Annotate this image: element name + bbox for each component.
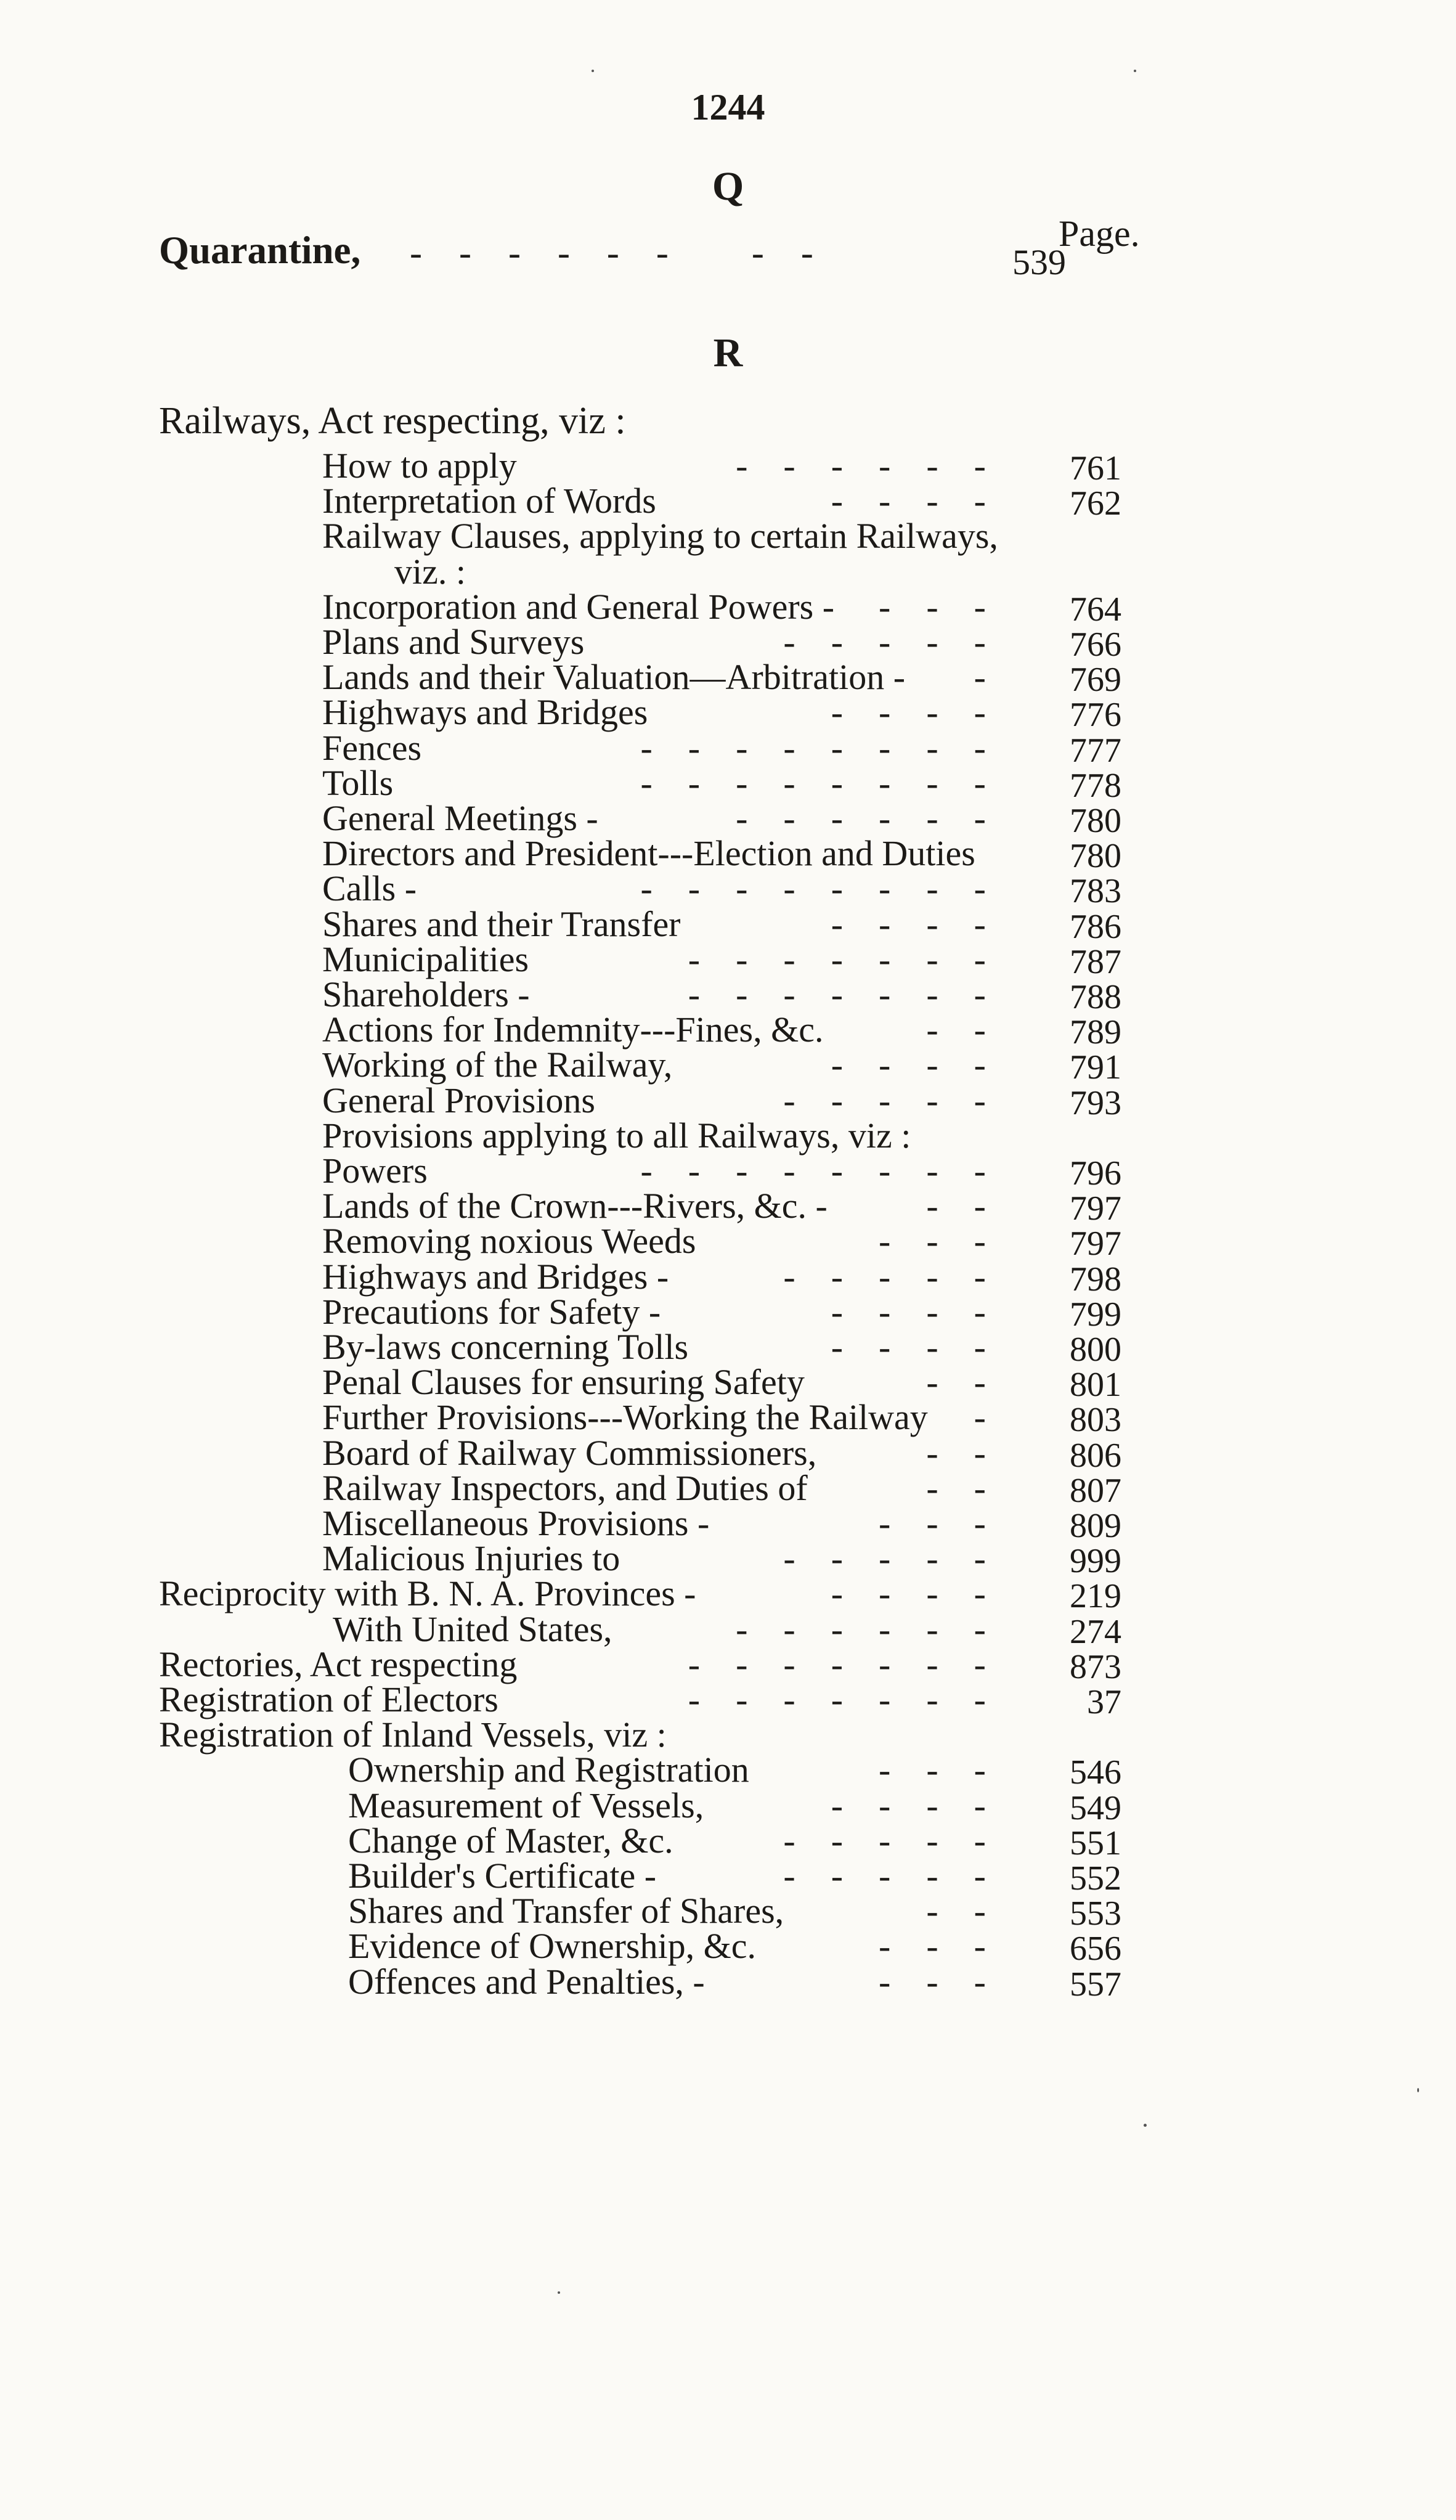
entry-page-number: 787 <box>1070 942 1121 981</box>
entry-leader-dashes: - - <box>926 1186 986 1226</box>
index-entry <box>0 868 1456 911</box>
index-entry <box>0 833 1456 876</box>
entry-page-number: 783 <box>1070 872 1121 911</box>
entry-leader-dashes: - - - - - - - <box>688 939 986 979</box>
index-entry <box>0 1573 1456 1616</box>
index-entry <box>0 1397 1456 1440</box>
entry-page-number: 778 <box>1070 766 1121 805</box>
entry-leader-dashes: - - - - - <box>783 1080 986 1120</box>
entry-leader-dashes: - - - - <box>831 481 986 521</box>
entry-label: Rectories, Act respecting <box>159 1644 518 1684</box>
index-entry <box>0 1326 1456 1369</box>
quarantine-label: Quarantine, <box>159 229 361 272</box>
entry-leader-dashes: - - <box>926 1009 986 1050</box>
index-entry <box>0 1150 1456 1193</box>
entry-page-number: 793 <box>1070 1083 1121 1122</box>
entry-leader-dashes: - - - - - - - <box>688 1679 986 1719</box>
entry-leader-dashes: - - - <box>879 1750 986 1790</box>
entry-label: Registration of Inland Vessels, viz : <box>159 1715 667 1755</box>
entry-label: Offences and Penalties, - <box>348 1961 705 2002</box>
entry-label: Measurement of Vessels, <box>348 1785 704 1825</box>
index-entry <box>0 480 1456 523</box>
index-entry <box>0 1503 1456 1545</box>
entry-leader-dashes: - - - <box>879 586 986 627</box>
index-entry <box>0 1714 1456 1755</box>
index-entry <box>0 1820 1456 1862</box>
index-entry <box>0 1432 1456 1475</box>
index-entry <box>0 445 1456 487</box>
index-entry <box>0 1185 1456 1228</box>
entry-label: How to apply <box>322 446 517 486</box>
entry-label: Highways and Bridges <box>322 692 648 733</box>
index-entry <box>0 727 1456 770</box>
section-letter-q: Q <box>712 164 744 209</box>
index-entry <box>0 974 1456 1016</box>
entry-leader-dashes: - - - - <box>831 903 986 944</box>
entry-label: Working of the Railway, <box>322 1045 673 1085</box>
entry-page-number: 788 <box>1070 978 1121 1016</box>
index-entry <box>0 691 1456 735</box>
entry-label: Further Provisions---Working the Railway <box>322 1397 928 1438</box>
entry-page-number: 873 <box>1070 1647 1121 1686</box>
index-entry <box>0 1961 1456 2004</box>
entry-label: Shares and their Transfer <box>322 903 681 944</box>
entry-label: Incorporation and General Powers - <box>322 586 835 627</box>
index-entry <box>0 1044 1456 1087</box>
paper-speck <box>1417 2088 1419 2092</box>
entry-page-number: 764 <box>1070 590 1121 629</box>
entry-leader-dashes: - - - - - <box>783 1820 986 1861</box>
entry-leader-dashes: - - - - <box>831 692 986 733</box>
entry-leader-dashes: - - - - - - <box>736 798 986 838</box>
index-entry <box>0 1080 1456 1122</box>
entry-leader-dashes: - - - - - - - - <box>640 762 986 803</box>
entry-page-number: 806 <box>1070 1436 1121 1475</box>
index-entry <box>0 1115 1456 1156</box>
entry-page-number: 780 <box>1070 802 1121 840</box>
entry-page-number: 37 <box>1087 1683 1121 1721</box>
entry-leader-dashes: - <box>974 1397 986 1438</box>
index-entry <box>0 1467 1456 1510</box>
index-entry <box>0 656 1456 699</box>
entry-label: Directors and President---Election and Duties <box>322 833 975 874</box>
entry-page-number: 800 <box>1070 1331 1121 1369</box>
paper-speck <box>1134 70 1136 72</box>
entry-label: By-laws concerning Tolls <box>322 1327 689 1367</box>
index-entry <box>0 1890 1456 1933</box>
entry-label: Railway Clauses, applying to certain Railways, <box>322 516 998 557</box>
entry-page-number: 786 <box>1070 907 1121 946</box>
entry-label: Railway Inspectors, and Duties of <box>322 1467 808 1508</box>
railways-heading: Railways, Act respecting, viz : <box>159 400 626 442</box>
entry-label: Change of Master, &c. <box>348 1820 673 1861</box>
index-entry <box>0 1220 1456 1263</box>
entry-leader-dashes: - - - - - <box>783 622 986 662</box>
entry-label: Plans and Surveys <box>322 622 585 662</box>
entry-label: viz. : <box>394 551 466 592</box>
index-entry <box>0 1609 1456 1651</box>
entry-page-number: 796 <box>1070 1154 1121 1193</box>
index-entry <box>0 621 1456 664</box>
index-entry <box>0 939 1456 981</box>
paper-speck <box>558 2291 560 2294</box>
entry-label: Board of Railway Commissioners, <box>322 1432 817 1473</box>
entry-page-number: 777 <box>1070 731 1121 770</box>
index-entry <box>0 1538 1456 1581</box>
entry-page-number: 776 <box>1070 696 1121 735</box>
entry-leader-dashes: - - - - - <box>783 1256 986 1297</box>
entry-page-number: 801 <box>1070 1366 1121 1405</box>
entry-leader-dashes: - - <box>926 1891 986 1931</box>
entry-label: Calls - <box>322 868 417 909</box>
index-entry <box>0 1925 1456 1968</box>
entry-label: Lands of the Crown---Rivers, &c. - <box>322 1186 828 1226</box>
entry-label: Powers <box>322 1151 428 1191</box>
entry-page-number: 798 <box>1070 1260 1121 1299</box>
index-entry <box>0 1361 1456 1405</box>
entry-page-number: 799 <box>1070 1295 1121 1334</box>
entry-label: Builder's Certificate - <box>348 1856 657 1896</box>
paper-speck <box>592 70 594 72</box>
entry-leader-dashes: - - - <box>879 1961 986 2002</box>
index-entry <box>0 762 1456 805</box>
index-entry <box>0 903 1456 946</box>
entry-leader-dashes: - - - - - - - <box>688 1644 986 1684</box>
entry-leader-dashes: - - - - <box>831 1045 986 1085</box>
entry-label: Shareholders - <box>322 974 530 1014</box>
entry-page-number: 803 <box>1070 1401 1121 1440</box>
entry-label: Highways and Bridges - <box>322 1256 669 1297</box>
entry-leader-dashes: - - - - <box>831 1291 986 1332</box>
entry-page-number: 553 <box>1070 1894 1121 1933</box>
entry-leader-dashes: - - - - <box>831 1785 986 1825</box>
page-column-header: Page. <box>1059 213 1140 254</box>
entry-label: Malicious Injuries to <box>322 1538 620 1579</box>
entry-label: Miscellaneous Provisions - <box>322 1503 710 1543</box>
index-entry <box>0 1749 1456 1792</box>
entry-label: Lands and their Valuation—Arbitration - <box>322 657 906 698</box>
entry-page-number: 557 <box>1070 1965 1121 2004</box>
entry-page-number: 791 <box>1070 1048 1121 1087</box>
entry-leader-dashes: - - - - - <box>783 1538 986 1579</box>
index-entry <box>0 1679 1456 1721</box>
entry-label: General Provisions <box>322 1080 595 1120</box>
entry-label: Municipalities <box>322 939 529 979</box>
index-entry <box>0 1785 1456 1827</box>
entry-leader-dashes: - - - - - - <box>736 446 986 486</box>
entry-page-number: 769 <box>1070 661 1121 699</box>
index-entry <box>0 1009 1456 1052</box>
index-entry <box>0 551 1456 592</box>
quarantine-page: 539 <box>1012 242 1066 282</box>
entry-page-number: 789 <box>1070 1013 1121 1052</box>
entry-label: With United States, <box>333 1609 612 1649</box>
entry-label: Interpretation of Words <box>322 481 656 521</box>
entry-leader-dashes: - - - <box>879 1926 986 1967</box>
entry-label: Ownership and Registration <box>348 1750 749 1790</box>
entry-leader-dashes: - - - - - - - - <box>640 727 986 768</box>
entry-page-number: 656 <box>1070 1930 1121 1968</box>
paper-speck <box>1144 2124 1147 2127</box>
entry-page-number: 807 <box>1070 1471 1121 1510</box>
entry-leader-dashes: - - - <box>879 1221 986 1262</box>
entry-page-number: 546 <box>1070 1753 1121 1792</box>
entry-label: Reciprocity with B. N. A. Provinces - <box>159 1573 696 1614</box>
entry-leader-dashes: - - - - - - <box>736 1609 986 1649</box>
entry-page-number: 762 <box>1070 484 1121 523</box>
index-entry <box>0 1256 1456 1299</box>
entry-label: Fences <box>322 727 422 768</box>
entry-leader-dashes: - - <box>926 1362 986 1403</box>
section-letter-r: R <box>713 330 743 375</box>
page-number: 1244 <box>691 87 765 128</box>
entry-label: Provisions applying to all Railways, viz : <box>322 1115 911 1156</box>
entry-page-number: 761 <box>1070 449 1121 487</box>
entry-page-number: 552 <box>1070 1859 1121 1898</box>
entry-page-number: 219 <box>1070 1577 1121 1616</box>
entry-leader-dashes: - - - - - <box>783 1856 986 1896</box>
entry-leader-dashes: - - <box>926 1467 986 1508</box>
entry-page-number: 551 <box>1070 1824 1121 1862</box>
index-entry <box>0 1291 1456 1334</box>
entry-leader-dashes: - - <box>926 1432 986 1473</box>
entry-label: Shares and Transfer of Shares, <box>348 1891 784 1931</box>
entry-leader-dashes: - - - - <box>831 1327 986 1367</box>
entry-leader-dashes: - <box>974 657 986 698</box>
entry-page-number: 809 <box>1070 1507 1121 1545</box>
entry-page-number: 999 <box>1070 1542 1121 1581</box>
entry-label: General Meetings - <box>322 798 598 838</box>
index-entry <box>0 797 1456 840</box>
entry-label: Actions for Indemnity---Fines, &c. <box>322 1009 824 1050</box>
index-entry <box>0 1855 1456 1898</box>
entry-label: Evidence of Ownership, &c. <box>348 1926 756 1967</box>
entry-leader-dashes: - - - <box>879 1503 986 1543</box>
entry-page-number: 780 <box>1070 837 1121 876</box>
entry-label: Tolls <box>322 762 394 803</box>
entry-leader-dashes: - - - - <box>831 1573 986 1614</box>
entry-page-number: 549 <box>1070 1788 1121 1827</box>
entry-label: Removing noxious Weeds <box>322 1221 696 1262</box>
entry-page-number: 766 <box>1070 626 1121 664</box>
entry-leader-dashes: - - - - - - - - <box>640 1151 986 1191</box>
quarantine-leader: - - - - - - - - <box>410 232 813 273</box>
entry-leader-dashes: - - - - - - - - <box>640 868 986 909</box>
entry-leader-dashes: - - - - - - - <box>688 974 986 1014</box>
index-entry <box>0 1644 1456 1686</box>
entry-label: Precautions for Safety - <box>322 1291 661 1332</box>
entry-page-number: 797 <box>1070 1189 1121 1228</box>
index-entry <box>0 515 1456 557</box>
entry-page-number: 797 <box>1070 1225 1121 1263</box>
entry-label: Penal Clauses for ensuring Safety <box>322 1362 805 1403</box>
index-entry <box>0 586 1456 629</box>
entry-page-number: 274 <box>1070 1612 1121 1651</box>
entry-label: Registration of Electors <box>159 1679 498 1719</box>
